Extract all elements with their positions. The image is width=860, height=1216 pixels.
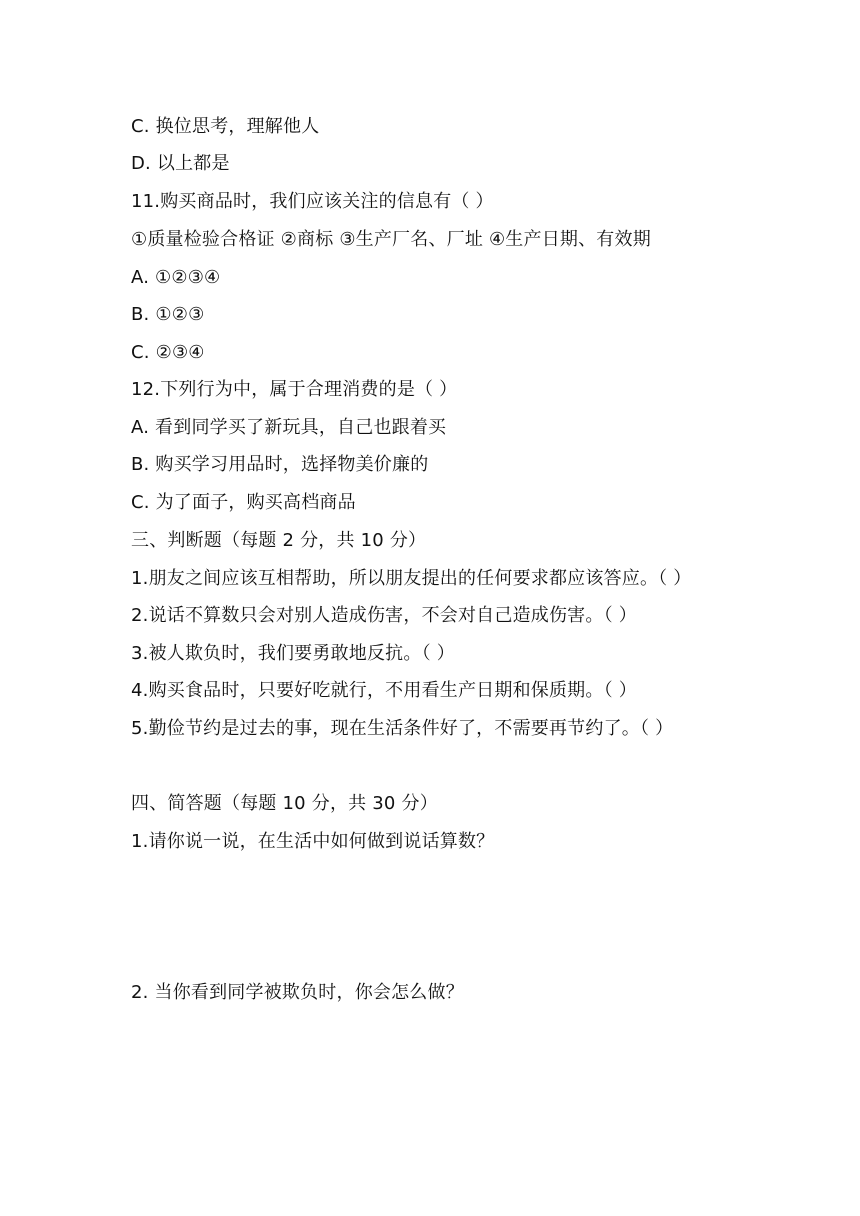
q12-option-a: A. 看到同学买了新玩具，自己也跟着买 [131, 417, 447, 438]
q12-stem: 12.下列行为中，属于合理消费的是（ ） [131, 379, 458, 400]
q10-option-c: C. 换位思考，理解他人 [131, 116, 320, 137]
q12-option-c: C. 为了面子，购买高档商品 [131, 492, 356, 513]
section4-heading: 四、简答题（每题 10 分，共 30 分） [131, 793, 438, 814]
short-answer-q1: 1.请你说一说，在生活中如何做到说话算数？ [131, 831, 495, 852]
judge-item-5: 5.勤俭节约是过去的事，现在生活条件好了，不需要再节约了。（ ） [131, 718, 674, 739]
judge-item-2: 2.说话不算数只会对别人造成伤害，不会对自己造成伤害。（ ） [131, 605, 637, 626]
q11-option-b: B. ①②③ [131, 304, 205, 325]
judge-item-1: 1.朋友之间应该互相帮助，所以朋友提出的任何要求都应该答应。（ ） [131, 568, 692, 589]
q12-option-b: B. 购买学习用品时，选择物美价廉的 [131, 454, 429, 475]
judge-item-3: 3.被人欺负时，我们要勇敢地反抗。（ ） [131, 643, 455, 664]
section3-heading: 三、判断题（每题 2 分，共 10 分） [131, 530, 427, 551]
judge-item-4: 4.购买食品时，只要好吃就行，不用看生产日期和保质期。（ ） [131, 680, 637, 701]
short-answer-q2: 2. 当你看到同学被欺负时，你会怎么做？ [131, 982, 464, 1003]
q11-option-c: C. ②③④ [131, 342, 205, 363]
q11-stem: 11.购买商品时，我们应该关注的信息有（ ） [131, 191, 494, 212]
q11-option-a: A. ①②③④ [131, 267, 221, 288]
q10-option-d: D. 以上都是 [131, 153, 230, 174]
q11-items: ①质量检验合格证 ②商标 ③生产厂名、厂址 ④生产日期、有效期 [131, 229, 651, 250]
